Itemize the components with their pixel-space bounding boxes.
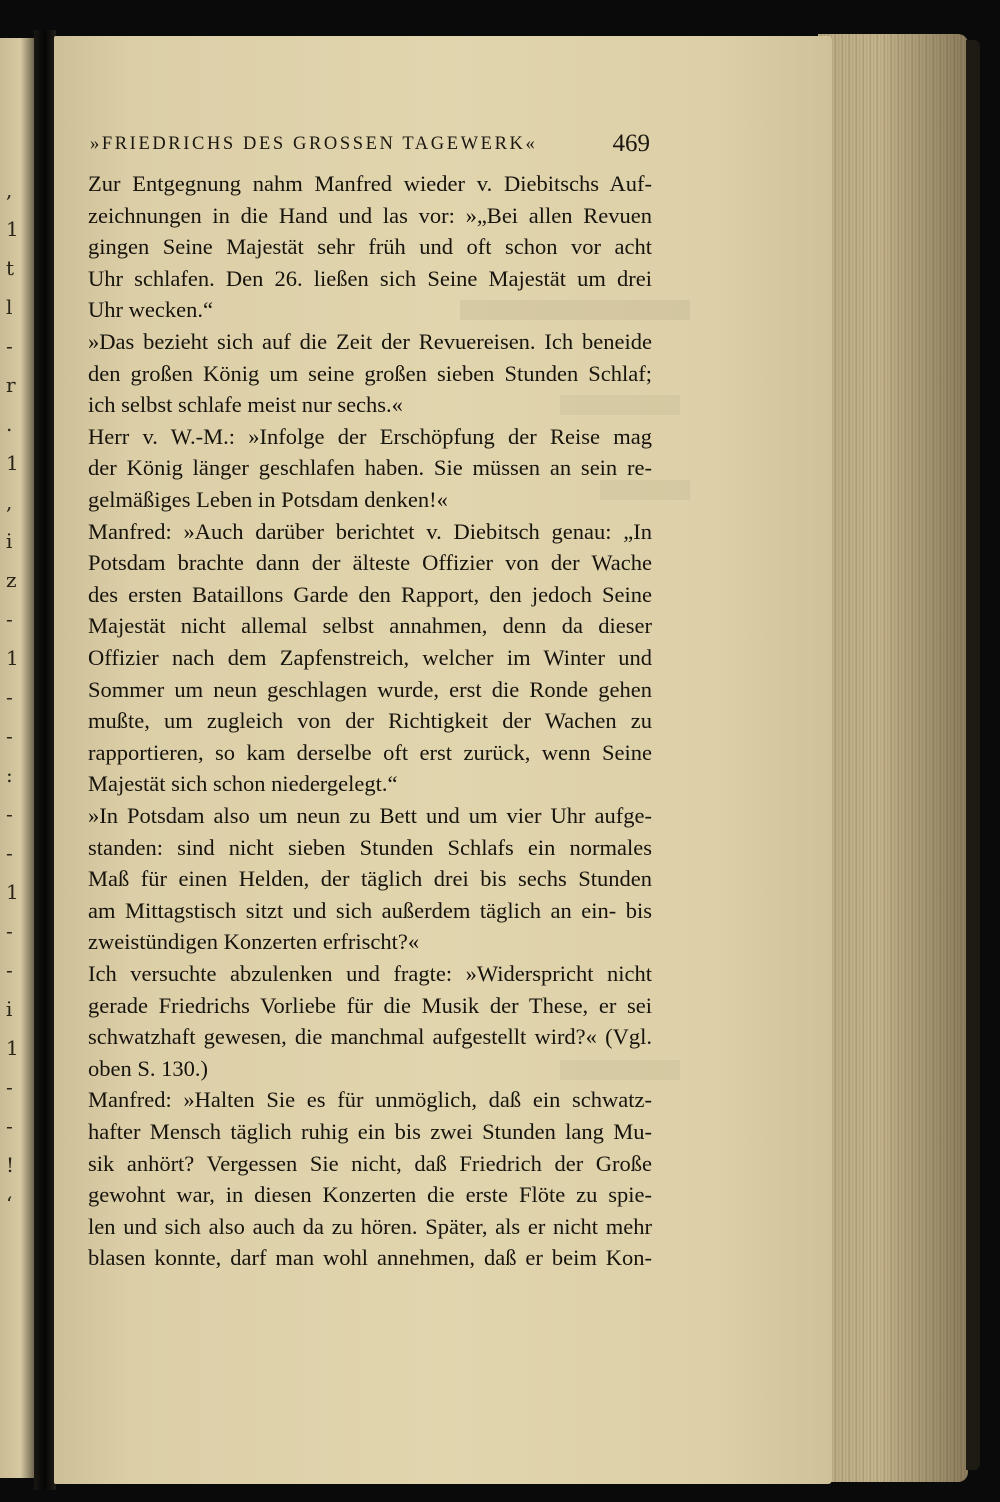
previous-page-char: 1 bbox=[6, 451, 19, 475]
previous-page-char: - bbox=[6, 1075, 13, 1099]
previous-page-char: - bbox=[6, 802, 13, 826]
text-line: Sommer um neun geschlagen wurde, erst die Ronde gehen bbox=[88, 677, 652, 702]
fore-edge-shading bbox=[818, 34, 968, 1482]
previous-page-char: , bbox=[6, 490, 13, 514]
text-line: Maß für einen Helden, der täglich drei bis sechs Stunden bbox=[88, 866, 652, 891]
text-line: mußte, um zugleich von der Richtigkeit der Wachen zu bbox=[88, 708, 652, 733]
text-line: Manfred: »Auch darüber berichtet v. Diebitsch genau: „In bbox=[88, 519, 652, 544]
book-gutter bbox=[34, 30, 56, 1490]
running-head-title: »FRIEDRICHS DES GROSSEN TAGEWERK« bbox=[90, 134, 538, 154]
text-line: standen: sind nicht sieben Stunden Schlafs ein normales bbox=[88, 835, 652, 860]
text-line: zweistündigen Konzerten erfrischt?« bbox=[88, 929, 420, 954]
previous-page-char: - bbox=[6, 607, 13, 631]
previous-page-char: - bbox=[6, 685, 13, 709]
text-line: Zur Entgegnung nahm Manfred wieder v. Diebitschs Auf- bbox=[88, 171, 652, 196]
page-number: 469 bbox=[612, 130, 650, 157]
previous-page-char: ! bbox=[6, 1153, 15, 1177]
previous-page-char: l bbox=[6, 295, 13, 319]
text-line: len und sich also auch da zu hören. Später, als er nicht mehr bbox=[88, 1214, 652, 1239]
text-line: rapportieren, so kam derselbe oft erst zurück, wenn Seine bbox=[88, 740, 652, 765]
text-line: des ersten Bataillons Garde den Rapport, den jedoch Seine bbox=[88, 582, 652, 607]
text-line: »Das bezieht sich auf die Zeit der Revuereisen. Ich beneide bbox=[88, 329, 652, 354]
text-line: zeichnungen in die Hand und las vor: »„Bei allen Revuen bbox=[88, 203, 652, 228]
previous-page-char: - bbox=[6, 841, 13, 865]
text-line: gingen Seine Majestät sehr früh und oft schon vor acht bbox=[88, 234, 652, 259]
text-line: Uhr schlafen. Den 26. ließen sich Seine Majestät um drei bbox=[88, 266, 652, 291]
running-head bbox=[90, 130, 650, 164]
previous-page-char: 1 bbox=[6, 217, 19, 241]
text-line: Uhr wecken.“ bbox=[88, 297, 213, 322]
text-line: gelmäßiges Leben in Potsdam denken!« bbox=[88, 487, 448, 512]
text-line: der König länger geschlafen haben. Sie müssen an sein re- bbox=[88, 455, 652, 480]
previous-page-char: i bbox=[6, 997, 13, 1021]
text-line: »In Potsdam also um neun zu Bett und um vier Uhr aufge- bbox=[88, 803, 652, 828]
text-line: am Mittagstisch sitzt und sich außerdem täglich an ein- bis bbox=[88, 898, 652, 923]
text-line: Offizier nach dem Zapfenstreich, welcher im Winter und bbox=[88, 645, 652, 670]
text-line: gerade Friedrichs Vorliebe für die Musik der These, er sei bbox=[88, 993, 652, 1018]
previous-page-char: 1 bbox=[6, 1036, 19, 1060]
previous-page-char: i bbox=[6, 529, 13, 553]
previous-page-char: ‘ bbox=[6, 1192, 13, 1216]
previous-page-char: - bbox=[6, 334, 13, 358]
text-line: Majestät sich schon niedergelegt.“ bbox=[88, 771, 398, 796]
previous-page-char: 1 bbox=[6, 646, 19, 670]
previous-page-char: - bbox=[6, 724, 13, 748]
previous-page-char: . bbox=[6, 412, 13, 436]
text-line: ich selbst schlafe meist nur sechs.« bbox=[88, 392, 403, 417]
text-line: den großen König um seine großen sieben Stunden Schlaf; bbox=[88, 361, 652, 386]
previous-page-char: - bbox=[6, 919, 13, 943]
previous-page-edge bbox=[0, 38, 34, 1478]
previous-page-char: : bbox=[6, 763, 13, 787]
text-line: hafter Mensch täglich ruhig ein bis zwei Stunden lang Mu- bbox=[88, 1119, 652, 1144]
previous-page-char: r bbox=[6, 373, 16, 397]
previous-page-char: - bbox=[6, 958, 13, 982]
previous-page-char: z bbox=[6, 568, 17, 592]
text-line: Manfred: »Halten Sie es für unmöglich, daß ein schwatz- bbox=[88, 1087, 652, 1112]
text-line: Herr v. W.-M.: »Infolge der Erschöpfung der Reise mag bbox=[88, 424, 652, 449]
previous-page-char: 1 bbox=[6, 880, 19, 904]
previous-page-char: , bbox=[6, 178, 13, 202]
text-line: sik anhört? Vergessen Sie nicht, daß Friedrich der Große bbox=[88, 1151, 652, 1176]
text-line: Ich versuchte abzulenken und fragte: »Widerspricht nicht bbox=[88, 961, 652, 986]
text-line: oben S. 130.) bbox=[88, 1056, 208, 1081]
previous-page-char: t bbox=[6, 256, 15, 280]
text-line: blasen konnte, darf man wohl annehmen, daß er beim Kon- bbox=[88, 1245, 652, 1270]
book-cover-edge bbox=[966, 40, 980, 1470]
text-line: gewohnt war, in diesen Konzerten die erste Flöte zu spie- bbox=[88, 1182, 652, 1207]
text-line: Potsdam brachte dann der älteste Offizier von der Wache bbox=[88, 550, 652, 575]
text-line: Majestät nicht allemal selbst annahmen, denn da dieser bbox=[88, 613, 652, 638]
text-line: schwatzhaft gewesen, die manchmal aufgestellt wird?« (Vgl. bbox=[88, 1024, 652, 1049]
previous-page-char: - bbox=[6, 1114, 13, 1138]
